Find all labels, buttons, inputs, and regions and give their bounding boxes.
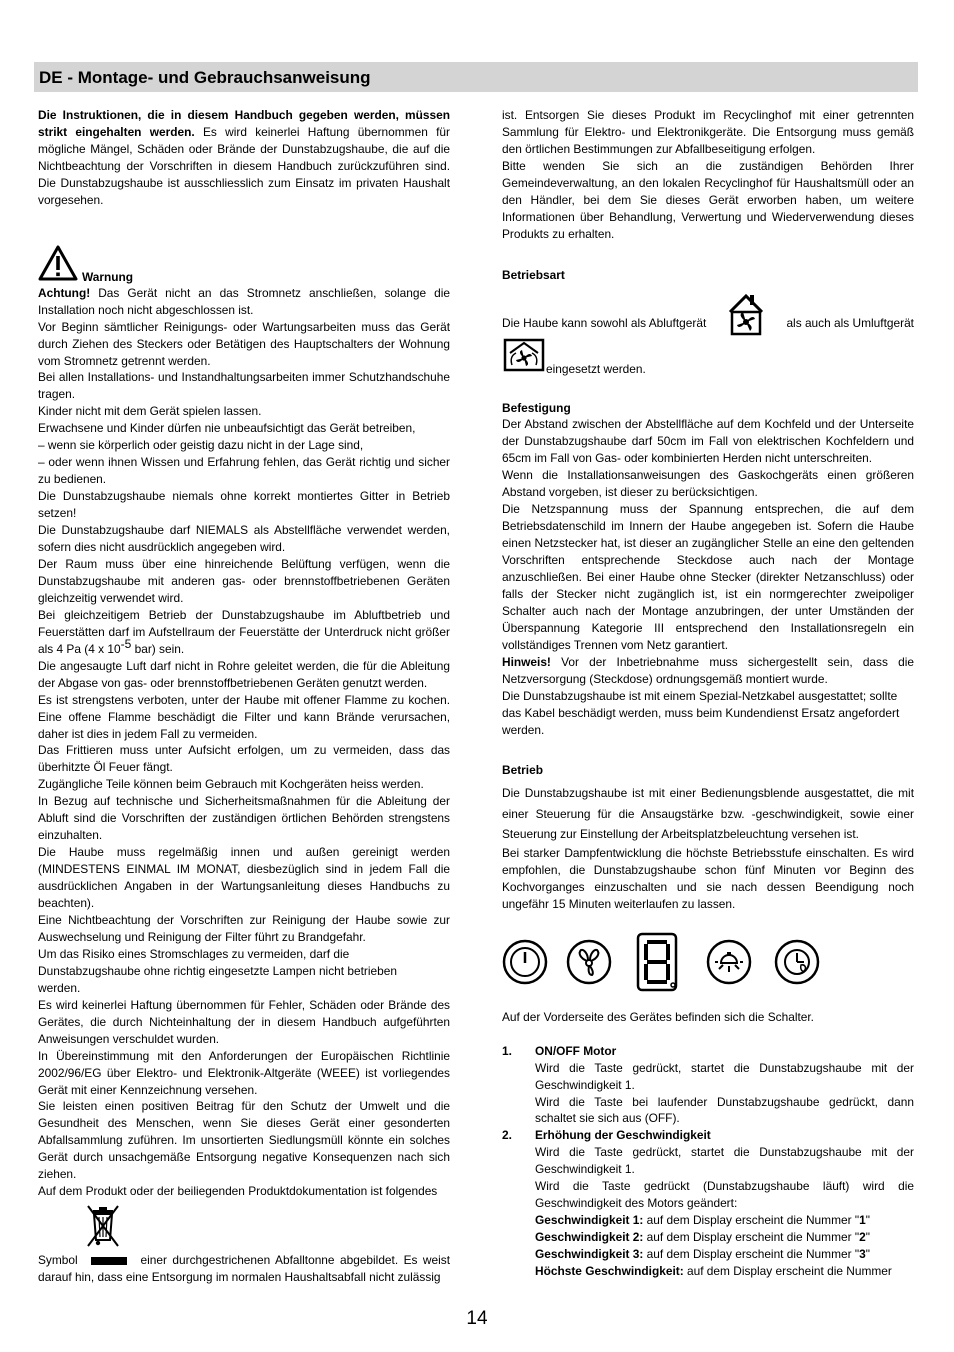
pressure-text-end: bar) sein. xyxy=(131,641,185,656)
paragraph: Bitte wenden Sie sich an die zuständigen Behörden Ihrer Gemeindeverwaltung, an den lokalen Recyclinghof für Haushaltsmüll oder an den Händler, bei dem Sie dieses Gerät erworben haben, um weitere Informationen über Behandlung, Verwertung und Wiederverwendung dieses Produkts zu erhalten. xyxy=(502,158,914,241)
betrieb-title: Betrieb xyxy=(502,762,543,777)
betriebsart-line xyxy=(502,294,914,340)
paragraph: – wenn sie körperlich oder geistig dazu nicht in der Lage sind, xyxy=(38,438,364,453)
betriebsart-text-a: Die Haube kann sowohl als Abluftgerät xyxy=(502,316,707,331)
paragraph: In Bezug auf technische und Sicherheitsmaßnahmen für die Ableitung der Abluft sind die Vorschriften der zuständigen örtlichen Behörden strengstens einzuhalten. xyxy=(38,794,450,843)
achtung-paragraph xyxy=(38,285,450,319)
paragraph: werden. xyxy=(38,980,81,995)
paragraph: Der Abstand zwischen der Abstellfläche auf dem Kochfeld und der Unterseite der Dunstabzugshaube darf 50cm im Fall von elektrischen Kochfeldern und 65cm im Fall von Gas- oder kombinierten Herden nicht unterschreiten. xyxy=(502,417,914,466)
befestigung-title: Befestigung xyxy=(502,400,571,415)
achtung-label: Achtung! xyxy=(38,285,91,300)
timer-icon xyxy=(774,939,820,985)
item-number: 1. xyxy=(502,1043,512,1058)
paragraph: Die Dunstabzugshaube ist mit einer Bedienungsblende ausgestattet, die mit einer Steuerung für die Ansaugstärke bzw. -geschwindigkeit, sowie einer Steuerung zur Einstellung der Arbeitsplatzbeleuchtung versehen ist. xyxy=(502,786,914,842)
speed-line: Geschwindigkeit 1: auf dem Display erscheint die Nummer "1" xyxy=(535,1213,870,1228)
speed-line xyxy=(535,1263,914,1280)
paragraph: Die angesaugte Luft darf nicht in Rohre geleitet werden, die für die Ableitung der Abgase von gas- oder brennstoffbetriebenen Geräten genutzt werden. xyxy=(38,658,450,690)
speed-label: Höchste Geschwindigkeit: xyxy=(535,1264,684,1279)
speed-text: auf dem Display erscheint die Nummer " xyxy=(643,1247,860,1262)
speed-label: Geschwindigkeit 1: xyxy=(535,1213,644,1228)
hinweis-text: Vor der Inbetriebnahme muss sichergestellt sein, dass die Netzversorgung (Steckdose) ordnungsgemäß montiert wurde. xyxy=(502,654,914,686)
speed-text: auf dem Display erscheint die Nummer xyxy=(683,1264,892,1279)
betriebsart-text-b: als auch als Umluftgerät xyxy=(786,316,914,331)
section-header xyxy=(34,62,918,92)
paragraph: Das Frittieren muss unter Aufsicht erfolgen, um zu vermeiden, dass das überhitzte Öl Feuer fängt. xyxy=(38,743,450,775)
befestigung-heading xyxy=(502,400,914,417)
symbol-label: Symbol xyxy=(38,1253,78,1268)
paragraph: Die Dunstabzugshaube darf NIEMALS als Abstellfläche verwendet werden, sofern dies nicht ausdrücklich angegeben wird. xyxy=(38,523,450,555)
speed-number: 2 xyxy=(859,1230,866,1245)
crossed-bin-icon xyxy=(82,1239,124,1253)
betriebsart-heading xyxy=(502,267,914,284)
speed-line: Geschwindigkeit 2: auf dem Display erscheint die Nummer "2" xyxy=(535,1230,870,1245)
exponent: -5 xyxy=(120,636,132,651)
pressure-text: Bei gleichzeitigem Betrieb der Dunstabzugshaube im Abluftbetrieb und Feuerstätten darf im Aufstellraum der Feuerstätte der Unterdruck nicht größer als 4 Pa (4 x 10 xyxy=(38,607,450,656)
display-icon xyxy=(636,932,680,992)
black-bar xyxy=(91,1257,127,1265)
paragraph: Vor Beginn sämtlicher Reinigungs- oder Wartungsarbeiten muss das Gerät durch Ziehen des Steckers oder Betätigen des Hauptschalters der Wohnung vom Stromnetz getrennt werden. xyxy=(38,319,450,368)
paragraph: Die Dunstabzugshaube niemals ohne korrekt montiertes Gitter in Betrieb setzen! xyxy=(38,489,450,521)
paragraph: Es ist strengstens verboten, unter der Haube mit offener Flamme zu kochen. Eine offene Flamme beschädigt die Filter und kann Brände verursachen, daher ist dies in jedem Fall zu vermeiden. xyxy=(38,692,450,741)
intro-text: Es wird keinerlei Haftung übernommen für mögliche Mängel, Schäden oder Brände der Dunstabzugshaube, die auf die Nichtbeachtung der Vorschriften in diesem Handbuch zurückzuführen sind. Die Dunstabzugshaube ist ausschliesslich zum Einsatz im privaten Haushalt vorgesehen. xyxy=(38,124,450,207)
item-text: Wird die Taste gedrückt (Dunstabzugshaube läuft) wird die Geschwindigkeit des Motors geändert: xyxy=(535,1179,914,1211)
paragraph: Es wird keinerlei Haftung übernommen für Fehler, Schäden oder Brände des Gerätes, die durch Nichteinhaltung der in diesem Handbuch aufgeführten Anweisungen verschuldet wurden. xyxy=(38,997,450,1046)
page-number: 14 xyxy=(466,1308,488,1329)
betriebsart-text-c: eingesetzt werden. xyxy=(546,361,646,376)
warning-triangle-icon xyxy=(38,245,78,285)
hinweis-paragraph xyxy=(502,654,914,688)
speed-number: 3 xyxy=(859,1247,866,1262)
light-icon xyxy=(706,939,752,985)
item-text: Wird die Taste gedrückt, startet die Dunstabzugshaube mit der Geschwindigkeit 1. xyxy=(535,1060,914,1092)
betriebsart-title: Betriebsart xyxy=(502,267,565,282)
item-title: Erhöhung der Geschwindigkeit xyxy=(535,1128,711,1143)
warning-block xyxy=(38,209,450,285)
paragraph: Bei starker Dampfentwicklung die höchste Betriebsstufe einschalten. Es wird empfohlen, die Dunstabzugshaube schon fünf Minuten vor Beginn des Kochvorganges einzuschalten und sie nach dessen Beendigung noch ungefähr 15 Minuten weiterlaufen zu lassen. xyxy=(502,845,914,911)
list-item xyxy=(502,1043,914,1128)
page-title: DE - Montage- und Gebrauchsanweisung xyxy=(39,68,371,87)
paragraph: Bei allen Installations- und Instandhaltungsarbeiten immer Schutzhandschuhe tragen. xyxy=(38,370,450,402)
speed-text: auf dem Display erscheint die Nummer " xyxy=(643,1213,860,1228)
paragraph: Sie leisten einen positiven Beitrag für den Schutz der Umwelt und die Gesundheit des Menschen, wenn Sie dieses Gerät einer gesonderten Abfallsammlung zuführen. Im unsortierten Siedlungsmüll könnte ein solches Gerät durch unsachgemäße Entsorgung negative Konsequenzen nach sich ziehen. xyxy=(38,1099,450,1182)
paragraph: ist. Entsorgen Sie dieses Produkt im Recyclinghof mit einer getrennten Sammlung für Elektro- und Elektronikgeräte. Die Entsorgung muss gemäß den örtlichen Bestimmungen zur Abfallbeseitigung erfolgen. xyxy=(502,108,914,156)
intro-paragraph xyxy=(38,107,450,209)
symbol-paragraph xyxy=(38,1252,450,1286)
paragraph: Wenn die Installationsanweisungen des Gaskochgeräts einen größeren Abstand vorgeben, ist dieser zu berücksichtigen. xyxy=(502,468,914,500)
paragraph: Erwachsene und Kinder dürfen nie unbeaufsichtigt das Gerät betreiben, xyxy=(38,421,416,436)
item-text: Wird die Taste bei laufender Dunstabzugshaube gedrückt, dann schaltet sie sich aus (OFF). xyxy=(535,1094,914,1126)
item-title: ON/OFF Motor xyxy=(535,1043,617,1058)
item-number: 2. xyxy=(502,1128,512,1143)
item-text: Wird die Taste gedrückt, startet die Dunstabzugshaube mit der Geschwindigkeit 1. xyxy=(535,1145,914,1177)
speed-label: Geschwindigkeit 3: xyxy=(535,1247,644,1262)
paragraph: In Übereinstimmung mit den Anforderungen der Europäischen Richtlinie 2002/96/EG über Elektro- und Elektronik-Altgeräte (WEEE) ist vorliegendes Gerät mit einer Kennzeichnung versehen. xyxy=(38,1048,450,1097)
achtung-text: Das Gerät nicht an das Stromnetz anschließen, solange die Installation noch nicht abgeschlossen ist. xyxy=(38,285,450,317)
fan-icon xyxy=(566,939,612,985)
paragraph: Dunstabzugshaube ohne richtig eingesetzte Lampen nicht betrieben xyxy=(38,963,397,978)
pressure-paragraph xyxy=(38,607,450,658)
left-column xyxy=(38,107,450,1286)
betrieb-heading xyxy=(502,762,914,779)
symbol-text: einer durchgestrichenen Abfalltonne abgebildet. Es weist darauf hin, dass eine Entsorgung im normalen Haushaltsabfall nicht zulässig xyxy=(38,1253,450,1285)
weee-symbol-wrapper xyxy=(38,1202,450,1252)
speed-text: auf dem Display erscheint die Nummer " xyxy=(643,1230,860,1245)
paragraph: Um das Risiko eines Stromschlages zu vermeiden, darf die xyxy=(38,946,350,961)
switch-list xyxy=(502,1043,914,1280)
power-icon xyxy=(502,939,548,985)
paragraph: Die Dunstabzugshaube ist mit einem Spezial-Netzkabel ausgestattet; sollte das Kabel beschädigt werden, muss beim Kundendienst Ersatz angefordert werden. xyxy=(502,688,900,737)
speed-number: 1 xyxy=(859,1213,866,1228)
paragraph: Eine Nichtbeachtung der Vorschriften zur Reinigung der Haube sowie zur Auswechselung und Reinigung der Filter führt zu Brandgefahr. xyxy=(38,912,450,944)
right-column xyxy=(502,107,914,1280)
paragraph: Zugängliche Teile können beim Gebrauch mit Kochgeräten heiss werden. xyxy=(38,777,424,792)
intro-bold: Die Instruktionen, die in diesem Handbuch gegeben werden, müssen strikt eingehalten werden. xyxy=(38,108,450,139)
exhaust-house-icon xyxy=(726,292,766,341)
paragraph: – oder wenn ihnen Wissen und Erfahrung fehlen, das Gerät richtig und sicher zu bedienen. xyxy=(38,455,450,487)
paragraph: Die Netzspannung muss der Spannung entsprechen, die auf dem Betriebsdatenschild im Innern der Haube angegeben ist. Sofern die Haube einen Netzstecker hat, ist dieser an zugänglicher Stelle an eine den geltenden Vorschriften entsprechende Steckdose auch nach der Montage anzuschließen. Bei einer Haube ohne Stecker (direkter Netzanschluss) oder falls der Stecker nicht zugänglich ist, ist ein normgerechter zweipoliger Schalter auch nach der Montage anzubringen, der unter Umständen der Überspannung Kategorie III entsprechend den Installationsregeln ein vollständiges Trennen vom Netz garantiert. xyxy=(502,502,914,652)
speed-label: Geschwindigkeit 2: xyxy=(535,1230,644,1245)
control-panel-icons xyxy=(502,931,914,993)
warning-title: Warnung xyxy=(82,269,134,284)
paragraph: Die Haube muss regelmäßig innen und außen gereinigt werden (MINDESTENS EINMAL IM MONAT, diesbezüglich sind in jedem Fall die ausdrücklichen Angaben in der Wartungsanleitung dieses Handbuchs zu beachten). xyxy=(38,845,450,911)
paragraph: Der Raum muss über eine hinreichende Belüftung verfügen, wenn die Dunstabzugshaube mit anderen gas- oder brennstoffbetriebenen Geräten gleichzeitig verwendet wird. xyxy=(38,556,450,605)
betriebsart-line-2 xyxy=(502,340,914,378)
speed-line: Geschwindigkeit 3: auf dem Display erscheint die Nummer "3" xyxy=(535,1247,870,1262)
paragraph: Auf dem Produkt oder der beiliegenden Produktdokumentation ist folgendes xyxy=(38,1184,438,1199)
paragraph: Auf der Vorderseite des Gerätes befinden sich die Schalter. xyxy=(502,1009,814,1024)
hinweis-label: Hinweis! xyxy=(502,654,551,669)
list-item xyxy=(502,1127,914,1280)
paragraph: Kinder nicht mit dem Gerät spielen lassen. xyxy=(38,404,262,419)
recirculation-house-icon xyxy=(502,337,546,378)
